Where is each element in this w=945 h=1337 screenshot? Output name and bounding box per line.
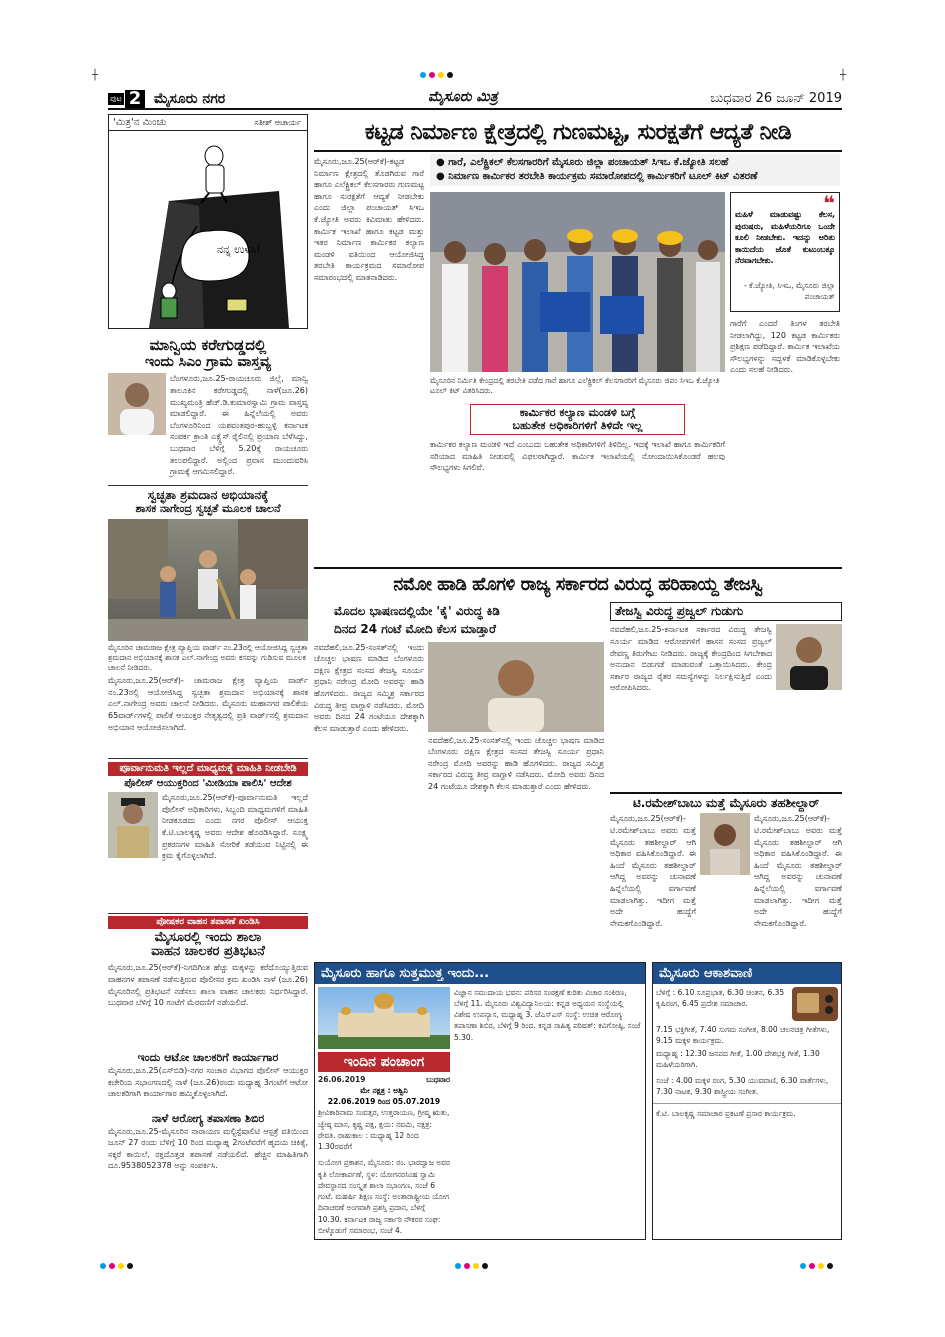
quote-text: ಮಹಿಳೆ ಮಾಡುವಷ್ಟು ಕೆಲಸ, ಪುರುಷರು, ಮಹಿಳೆಯರಿಗೂ ಒಂದೇ ಕೂಲಿ ನೀಡಬೇಕು. ಇದನ್ನು ಅರಿತು ಕಾಯಿದೆಯ ಜೊತೆ ಕುಟುಂಬಕ್ಕೂ ನೆರವಾಗಬೇಕು.	[735, 210, 835, 266]
story-headline: ಇಂದು ಆಟೋ ಚಾಲಕರಿಗೆ ಕಾರ್ಯಾಗಾರ	[137, 1051, 279, 1065]
quote-attribution: - ಕೆ.ಜ್ಯೋತಿ, ಸಿಇಒ, ಮೈಸೂರು ಜಿಲ್ಲಾ ಪಂಚಾಯತ್	[743, 281, 835, 301]
quote-mark-icon: ❝	[823, 191, 835, 215]
palace-illustration	[318, 987, 450, 1049]
cartoon-header	[109, 115, 307, 131]
toolkit-distribution-illustration	[430, 192, 725, 372]
tejasvi-section	[314, 602, 842, 962]
panchanga-day: ಬುಧವಾರ	[426, 1074, 450, 1084]
color-registration-dots	[100, 1263, 133, 1269]
story-health-camp	[108, 1113, 308, 1174]
pull-quote	[730, 192, 840, 312]
palace-photo	[318, 987, 450, 1049]
tahsildar-photo	[700, 813, 750, 875]
tejasvi-photo	[428, 642, 604, 732]
person-icon	[108, 373, 166, 435]
lead-photo-caption: ಮೈಸೂರಿನ ನಿರ್ಮಿತಿ ಕೇಂದ್ರದಲ್ಲಿ ತರಬೇತಿ ಪಡೆದ ಗಾರೆ ಹಾಗೂ ಎಲೆಕ್ಟ್ರಿಕಲ್ ಕೆಲಸಗಾರರಿಗೆ ಮೈಸೂರು ಜಿಪಂ ಸಿಇಒ ಕೆ.ಜ್ಯೋತಿ ಟೂಲ್ ಕಿಟ್ ವಿತರಿಸಿದರು.	[430, 376, 720, 396]
radio-box-title: ಮೈಸೂರು ಆಕಾಶವಾಣಿ	[653, 963, 841, 984]
cartoon-bubble-text: ನನ್ನ ಉಳಿಸಿ!	[217, 243, 261, 256]
section-name: ಮೈಸೂರು ನಗರ	[154, 91, 226, 107]
bottom-boxes	[314, 962, 842, 1240]
commissioner-photo	[108, 792, 158, 858]
registration-mark: ┼	[92, 70, 101, 81]
photo-caption: ಮೈಸೂರಿನ ಚಾಮರಾಜ ಕ್ಷೇತ್ರ ವ್ಯಾಪ್ತಿಯ ವಾರ್ಡ್ ನಂ.23ರಲ್ಲಿ ಆಯೋಜಿಸಿದ್ದ ಸ್ವಚ್ಛತಾ ಶ್ರಮದಾನ ಅಭಿಯಾನಕ್ಕೆ ಶಾಸಕ ಎಲ್.ನಾಗೇಂದ್ರ ಅವರು ಕಸವನ್ನು ಗುಡಿಸುವ ಮೂಲಕ ಚಾಲನೆ ನೀಡಿದರು.	[108, 642, 308, 673]
page-number: 2	[125, 90, 146, 108]
page-label: ಪುಟ	[110, 94, 122, 103]
lead-subhead-1: ● ಗಾರೆ, ಎಲೆಕ್ಟ್ರಿಕಲ್ ಕೆಲಸಗಾರರಿಗೆ ಮೈಸೂರು ಜಿಲ್ಲಾ ಪಂಚಾಯತ್ ಸಿಇಒ ಕೆ.ಜ್ಯೋತಿ ಸಲಹೆ	[436, 156, 834, 170]
story-headline: ನಾಳೆ ಆರೋಗ್ಯ ತಪಾಸಣಾ ಶಿಬಿರ	[151, 1112, 265, 1126]
story-auto-workshop	[108, 1052, 308, 1111]
story-body-continued: ಮೈಸೂರು,ಜೂ.25(ಆರ್‌ಕೆ)- ಟಿ.ರಮೇಶ್‌ಬಾಬು ಅವರು ಮತ್ತೆ ಮೈಸೂರು ತಹಶೀಲ್ದಾರ್ ಆಗಿ ಅಧಿಕಾರ ವಹಿಸಿಕೊಂಡಿದ್ದಾರೆ. ಈ ಹಿಂದೆ ಮೈಸೂರು ತಹಶೀಲ್ದಾರ್ ಆಗಿದ್ದ ಅವರನ್ನು ಚುನಾವಣೆ ಹಿನ್ನೆಲೆಯಲ್ಲಿ ವರ್ಗಾವಣೆ ಮಾಡಲಾಗಿತ್ತು. ಇದೀಗ ಮತ್ತೆ ಅದೇ ಹುದ್ದೆಗೆ ನೇಮಕಗೊಂಡಿದ್ದಾರೆ.	[754, 814, 842, 928]
panchanga-nakshatra: ಮೇ ನಕ್ಷತ್ರ : ಅಶ್ವಿನಿ	[360, 1085, 408, 1095]
panchanga-date: 26.06.2019	[318, 1074, 366, 1084]
story-kicker: ಪೂರ್ವಾನುಮತಿ ಇಲ್ಲದೆ ಮಾಧ್ಯಮಕ್ಕೆ ಮಾಹಿತಿ ನೀಡಬೇಡಿ	[108, 762, 308, 776]
lead-subhead-2: ● ನಿರ್ಮಾಣ ಕಾರ್ಮಿಕರ ತರಬೇತಿ ಕಾರ್ಯಕ್ರಮ ಸಮಾರೋಪದಲ್ಲಿ ಕಾರ್ಮಿಕರಿಗೆ ಟೂಲ್ ಕಿಟ್ ವಿತರಣೆ	[436, 170, 834, 184]
story-headline: ಸ್ವಚ್ಛತಾ ಶ್ರಮದಾನ ಅಭಿಯಾನಕ್ಕೆ	[147, 488, 269, 503]
today-box	[314, 962, 646, 1240]
cartoon-panel	[108, 114, 308, 329]
person-icon	[776, 624, 842, 690]
story-body: ಮೈಸೂರು,ಜೂ.25(ಎಸ್‌ಬಿಡಿ)-ನಗರ ಸಂಚಾರ ವಿಭಾಗದ ಪೊಲೀಸ್ ಆಯುಕ್ತರ ಕಚೇರಿಯ ಸಭಾಂಗಣದಲ್ಲಿ ನಾಳೆ (ಜೂ.26)ರಂದು ಮಧ್ಯಾಹ್ನ 3ಗಂಟೆಗೆ ಆಟೋ ಚಾಲಕರಿಗಾಗಿ ಕಾರ್ಯಾಗಾರ ಹಮ್ಮಿಕೊಳ್ಳಲಾಗಿದೆ.	[108, 1066, 308, 1099]
radio-item: ಮಧ್ಯಾಹ್ನ : 12.30 ಜನಪದ ಗೀತೆ, 1.00 ದೇಶಭಕ್ತಿ ಗೀತೆ, 1.30 ಮಹಿಳೆಯರಿಗಾಗಿ.	[656, 1049, 820, 1070]
lead-body: ಮೈಸೂರು,ಜೂ.25(ಆರ್‌ಕೆ)-ಕಟ್ಟಡ ನಿರ್ಮಾಣ ಕ್ಷೇತ್ರದಲ್ಲಿ ತೊಡಗಿರುವ ಗಾರೆ ಹಾಗೂ ಎಲೆಕ್ಟ್ರಿಕಲ್ ಕೆಲಸಗಾರರು ಗುಣಮಟ್ಟ ಹಾಗೂ ಸುರಕ್ಷತೆಗೆ ಆದ್ಯತೆ ನೀಡಬೇಕು ಎಂದು ಜಿಲ್ಲಾ ಪಂಚಾಯತ್ ಸಿಇಒ ಕೆ.ಜ್ಯೋತಿ ಅವರು ಕಿವಿಮಾತು ಹೇಳಿದರು. ಕಾರ್ಮಿಕ ಇಲಾಖೆ ಹಾಗೂ ಕಟ್ಟಡ ಮತ್ತು ಇತರ ನಿರ್ಮಾಣ ಕಾರ್ಮಿಕರ ಕಲ್ಯಾಣ ಮಂಡಳಿ ವತಿಯಿಂದ ಆಯೋಜಿಸಿದ್ದ ತರಬೇತಿ ಕಾರ್ಯಕ್ರಮದ ಸಮಾರೋಪ ಸಮಾರಂಭದಲ್ಲಿ ಮಾತನಾಡಿದರು.	[314, 157, 424, 282]
right-area	[314, 114, 842, 1240]
radio-footer: ಕೆ.ಟಿ. ಬಾಲಕೃಷ್ಣ ಸಮಾಚಾರ ಪ್ರಕಟಣೆ ಪ್ರಸಾರ ಕಾರ್ಯಕ್ರಮ.	[653, 1103, 841, 1123]
story-body: ಮೈಸೂರು,ಜೂ.25(ಆರ್‌ಕೆ)-ಪೂರ್ವಾನುಮತಿ ಇಲ್ಲದೆ ಪೊಲೀಸ್ ಅಧಿಕಾರಿಗಳು, ಸಿಬ್ಬಂದಿ ಮಾಧ್ಯಮಗಳಿಗೆ ಮಾಹಿತಿ ನೀಡಕೂಡದು ಎಂದು ನಗರ ಪೊಲೀಸ್ ಆಯುಕ್ತ ಕೆ.ಟಿ.ಬಾಲಕೃಷ್ಣ ಅವರು ಆದೇಶ ಹೊರಡಿಸಿದ್ದಾರೆ. ಸೂಕ್ಷ್ಮ ಪ್ರಕರಣಗಳ ಮಾಹಿತಿ ಸೋರಿಕೆ ತಡೆಯುವ ನಿಟ್ಟಿನಲ್ಲಿ ಈ ಕ್ರಮ ಕೈಗೊಳ್ಳಲಾಗಿದೆ.	[162, 793, 308, 861]
lead-subheads	[430, 154, 840, 186]
prajwal-photo	[776, 624, 842, 690]
tahsildar-story	[610, 792, 842, 940]
story-headline: ವಾಹನ ಚಾಲಕರ ಪ್ರತಿಭಟನೆ	[151, 944, 265, 960]
person-icon	[700, 813, 750, 875]
person-icon	[108, 792, 158, 858]
color-registration-dots	[800, 1263, 833, 1269]
lead-headline: ಕಟ್ಟಡ ನಿರ್ಮಾಣ ಕ್ಷೇತ್ರದಲ್ಲಿ ಗುಣಮಟ್ಟ, ಸುರಕ್ಷತೆಗೆ ಆದ್ಯತೆ ನೀಡಿ	[314, 114, 842, 152]
story-body: ನವದೆಹಲಿ,ಜೂ.25-ಕರ್ನಾಟಕ ಸರ್ಕಾರದ ವಿರುದ್ಧ ತೇಜಸ್ವಿ ಸೂರ್ಯ ಮಾಡಿದ ಆರೋಪಗಳಿಗೆ ಹಾಸನ ಸಂಸದ ಪ್ರಜ್ವಲ್ ರೇವಣ್ಣ ತಿರುಗೇಟು ನೀಡಿದರು. ರಾಜ್ಯಕ್ಕೆ ಕೇಂದ್ರದಿಂದ ಸಿಗಬೇಕಾದ ಅನುದಾನ ಬಿಡುಗಡೆ ಮಾಡುವಂತೆ ಒತ್ತಾಯಿಸಿದರು. ಕೇಂದ್ರ ಸರ್ಕಾರ ರಾಜ್ಯದ ರೈತರ ಸಮಸ್ಯೆಗಳನ್ನು ನಿರ್ಲಕ್ಷಿಸುತ್ತಿದೆ ಎಂದು ಆರೋಪಿಸಿದರು.	[610, 625, 772, 693]
tejasvi-subhead-2: ದಿನದ 24 ಗಂಟೆ ಮೋದಿ ಕೆಲಸ ಮಾಡ್ತಾರೆ	[334, 621, 496, 636]
story-headline: ತೇಜಸ್ವಿ ವಿರುದ್ಧ ಪ್ರಜ್ವಲ್ ಗುಡುಗು	[615, 603, 744, 618]
story-swachhata	[108, 489, 308, 755]
prajwal-story	[610, 602, 842, 805]
paper-name: ಮೈಸೂರು ಮಿತ್ರ	[428, 89, 498, 105]
story-headline: ಮಾನ್ವಿಯ ಕರೇಗುಡ್ಡದಲ್ಲಿ	[149, 336, 267, 354]
cartoon-title: 'ಮಿತ್ರ'ನ ಮಿಂಚು	[113, 117, 167, 128]
story-body-continued: ನವದೆಹಲಿ,ಜೂ.25-ಸಂಸತ್‌ನಲ್ಲಿ ಇಂದು ಚೊಚ್ಚಲ ಭಾಷಣ ಮಾಡಿದ ಬೆಂಗಳೂರು ದಕ್ಷಿಣ ಕ್ಷೇತ್ರದ ಸಂಸದ ತೇಜಸ್ವಿ ಸೂರ್ಯ ಪ್ರಧಾನಿ ನರೇಂದ್ರ ಮೋದಿ ಅವರನ್ನು ಹಾಡಿ ಹೊಗಳಿದರು. ರಾಜ್ಯದ ಸಮ್ಮಿಶ್ರ ಸರ್ಕಾರದ ವಿರುದ್ಧ ತೀವ್ರ ವಾಗ್ದಾಳಿ ನಡೆಸಿದರು. ಮೋದಿ ಅವರು ದಿನದ 24 ಗಂಟೆಯೂ ದೇಶಕ್ಕಾಗಿ ಕೆಲಸ ಮಾಡುತ್ತಾರೆ ಎಂದು ಹೇಳಿದರು.	[428, 735, 604, 792]
left-column	[108, 114, 308, 1174]
story-headline: ಬಹುತೇಕ ಅಧಿಕಾರಿಗಳಿಗೆ ತಿಳಿದೇ ಇಲ್ಲ	[512, 418, 643, 432]
masthead	[108, 88, 842, 110]
story-headline: ಕಾರ್ಮಿಕರ ಕಲ್ಯಾಣ ಮಂಡಳಿ ಬಗ್ಗೆ	[519, 406, 636, 419]
issue-date: ಬುಧವಾರ 26 ಜೂನ್ 2019	[710, 91, 842, 106]
today-box-title: ಮೈಸೂರು ಹಾಗೂ ಸುತ್ತಮುತ್ತ ಇಂದು...	[315, 963, 645, 984]
person-icon	[428, 642, 604, 732]
lead-photo	[430, 192, 725, 372]
story-body: ಮೈಸೂರು,ಜೂ.25(ಆರ್‌ಕೆ)-ನಿಗದಿಗಿಂತ ಹೆಚ್ಚು ಮಕ್ಕಳನ್ನು ಕರೆದೊಯ್ಯುತ್ತಿರುವ ವಾಹನಗಳ ತಪಾಸಣೆ ನಡೆಸುತ್ತಿರುವ ಪೊಲೀಸರ ಕ್ರಮ ಖಂಡಿಸಿ ನಾಳೆ (ಜೂ.26) ಮೈಸೂರಿನಲ್ಲಿ ಪ್ರತಿಭಟನೆ ನಡೆಸಲು ಶಾಲಾ ವಾಹನ ಚಾಲಕರು ನಿರ್ಧರಿಸಿದ್ದಾರೆ. ಬುಧವಾರ ಬೆಳಿಗ್ಗೆ 10 ಗಂಟೆಗೆ ಮೆರವಣಿಗೆ ನಡೆಯಲಿದೆ.	[108, 963, 308, 1008]
color-registration-dots	[455, 1263, 488, 1269]
panchanga-text: ಶ್ರೀವಿಕಾರಿನಾಮ ಸಂವತ್ಸರ, ಉತ್ತರಾಯಣ, ಗ್ರೀಷ್ಮ ಋತು, ಜ್ಯೇಷ್ಠ ಮಾಸ, ಕೃಷ್ಣ ಪಕ್ಷ, ಕ್ಷಯ: ನವಮಿ, ನಕ್ಷತ್ರ: ರೇವತಿ. ರಾಹುಕಾಲ : ಮಧ್ಯಾಹ್ನ 12 ರಿಂದ 1.30ರವರೆಗೆ	[318, 1108, 450, 1152]
events-list: ಸುಯೋಗ ಪ್ರಕಾಶನ, ಮೈಸೂರು: ರಂ. ಭಾರದ್ವಾಜ ಅವರ ಕೃತಿ ಲೋಕಾರ್ಪಣೆ, ಸ್ಥಳ: ಯೋಗನರಸಿಂಹ ಸ್ವಾಮಿ ದೇವಸ್ಥಾನದ ಸಂಸ್ಕೃತ ಶಾಲಾ ಸಭಾಂಗಣ, ಸಂಜೆ 6 ಗಂಟೆ. ಮಹರ್ಷಿ ಶಿಕ್ಷಣ ಸಂಸ್ಥೆ: ಅಂತಾರಾಷ್ಟ್ರೀಯ ಯೋಗ ದಿನಾಚರಣೆ ಅಂಗವಾಗಿ ಪ್ರಶಸ್ತಿ ಪ್ರದಾನ, ಬೆಳಿಗ್ಗೆ 10.30. ಕರ್ನಾಟಕ ರಾಜ್ಯ ಸರ್ಕಾರಿ ನೌಕರರ ಸಂಘ: ಬೀಳ್ಕೊಡುಗೆ ಸಮಾರಂಭ, ಸಂಜೆ 4.	[318, 1158, 451, 1235]
story-body: ಕಾರ್ಮಿಕರ ಕಲ್ಯಾಣ ಮಂಡಳಿ ಇದೆ ಎಂಬುದು ಬಹುತೇಕ ಅಧಿಕಾರಿಗಳಿಗೆ ತಿಳಿದಿಲ್ಲ. ಇದಕ್ಕೆ ಇಲಾಖೆ ಹಾಗೂ ಕಾರ್ಮಿಕರಿಗೆ ಸರಿಯಾದ ಮಾಹಿತಿ ನೀಡುವಲ್ಲಿ ವಿಫಲರಾಗಿದ್ದಾರೆ. ಕಾರ್ಮಿಕ ಇಲಾಖೆಯಲ್ಲಿ ನೋಂದಾಯಿಸಿಕೊಂಡರೆ ಹಲವು ಸೌಲಭ್ಯಗಳು ಸಿಗಲಿವೆ.	[430, 440, 725, 473]
radio-item: ಸಂಜೆ : 4.00 ಮಕ್ಕಳ ರಂಗ, 5.30 ಯುವವಾಣಿ, 6.30 ವಾರ್ತೆಗಳು, 7.30 ನಾಟಕ, 9.30 ಶಾಸ್ತ್ರೀಯ ಸಂಗೀತ.	[656, 1075, 829, 1096]
panchanga-title: ಇಂದಿನ ಪಂಚಾಂಗ	[318, 1052, 450, 1072]
radio-item: 7.15 ಭಕ್ತಿಗೀತೆ, 7.40 ಸುಗಮ ಸಂಗೀತ, 8.00 ಚಲನಚಿತ್ರ ಗೀತೆಗಳು, 9.15 ಮಕ್ಕಳ ಕಾರ್ಯಕ್ರಮ.	[656, 1024, 830, 1045]
radio-item: ಬೆಳಿಗ್ಗೆ : 6.10 ಸೂಪ್ರಭಾತ, 6.30 ಚಿಂತನ, 6.35 ಕೃಷಿರಂಗ, 6.45 ಪ್ರದೇಶ ಸಮಾಚಾರ.	[656, 987, 785, 1008]
registration-mark: ┼	[840, 70, 849, 81]
cartoon-illustration	[109, 131, 307, 328]
lead-story	[314, 152, 842, 567]
panchanga-range: 22.06.2019 ರಿಂದ 05.07.2019	[327, 1097, 441, 1107]
story-headline: ಮೈಸೂರಲ್ಲಿ ಇಂದು ಶಾಲಾ	[154, 929, 262, 945]
newspaper-page	[108, 88, 842, 1258]
radio-icon	[792, 987, 838, 1021]
story-headline: ಶಾಸಕ ನಾಗೇಂದ್ರ ಸ್ವಚ್ಛತೆ ಮೂಲಕ ಚಾಲನೆ	[135, 502, 281, 516]
story-kicker: ಪೋಷಕರ ವಾಹನ ತಪಾಸಣೆ ಖಂಡಿಸಿ	[108, 916, 308, 928]
tejasvi-headline: ನಮೋ ಹಾಡಿ ಹೊಗಳಿ ರಾಜ್ಯ ಸರ್ಕಾರದ ವಿರುದ್ಧ ಹರಿಹಾಯ್ದ ತೇಜಸ್ವಿ	[393, 574, 763, 595]
cartoon-credit: ಸತೀಶ್ ಆಚಾರ್ಯ	[254, 118, 301, 127]
cleaning-drive-illustration	[108, 519, 308, 641]
tejasvi-story	[314, 602, 604, 960]
page-number-badge	[108, 90, 145, 108]
radio-box	[652, 962, 842, 1240]
tejasvi-subhead-1: ಮೊದಲ ಭಾಷಣದಲ್ಲಿಯೇ 'ಕೈ' ವಿರುದ್ಧ ಕಿಡಿ	[334, 603, 500, 618]
lead-body-continued: ಗಾರೆಗೆ ಎಂದರೆ ತಿಂಗಳ ತರಬೇತಿ ನೀಡಲಾಗಿದ್ದು, 120 ಕಟ್ಟಡ ಕಾರ್ಮಿಕರು ಪ್ರಶಿಕ್ಷಣ ಪಡೆದಿದ್ದಾರೆ. ಕಾರ್ಮಿಕ ಇಲಾಖೆಯ ಸೌಲಭ್ಯಗಳನ್ನು ಸದ್ಬಳಕೆ ಮಾಡಿಕೊಳ್ಳಬೇಕು ಎಂದು ಸಲಹೆ ನೀಡಿದರು.	[730, 319, 840, 375]
story-cm-village	[108, 337, 308, 481]
story-school-van	[108, 916, 308, 1050]
story-body: ಮೈಸೂರು,ಜೂ.25-ಮೈಸೂರಿನ ನಾರಾಯಣ ಮಲ್ಟಿಸ್ಪೆಷಾಲಿಟಿ ಆಸ್ಪತ್ರೆ ವತಿಯಿಂದ ಜೂನ್ 27 ರಂದು ಬೆಳಿಗ್ಗೆ 10 ರಿಂದ ಮಧ್ಯಾಹ್ನ 2ಗಂಟೆವರೆಗೆ ಹೃದಯ ಚಿಕಿತ್ಸೆ, ಸಕ್ಕರೆ ಕಾಯಿಲೆ, ರಕ್ತದೊತ್ತಡ ತಪಾಸಣೆ ನಡೆಯಲಿದೆ. ಹೆಚ್ಚಿನ ಮಾಹಿತಿಗಾಗಿ ದೂ.9538052378 ಅನ್ನು ಸಂಪರ್ಕಿಸಿ.	[108, 1126, 308, 1171]
events-list: ವಿಜ್ಞಾನ ಸಮುದಾಯ ಭವನ: ಪರಿಸರ ಸಂರಕ್ಷಣೆ ಕುರಿತು ವಿಚಾರ ಸಂಕಿರಣ, ಬೆಳಿಗ್ಗೆ 11. ಮೈಸೂರು ವಿಶ್ವವಿದ್ಯಾನಿಲಯ: ಕನ್ನಡ ಅಧ್ಯಯನ ಸಂಸ್ಥೆಯಲ್ಲಿ ವಿಶೇಷ ಉಪನ್ಯಾಸ, ಮಧ್ಯಾಹ್ನ 3. ಜೆಎಸ್‌ಎಸ್ ಸಂಸ್ಥೆ: ಉಚಿತ ಆರೋಗ್ಯ ತಪಾಸಣಾ ಶಿಬಿರ, ಬೆಳಿಗ್ಗೆ 9 ರಿಂದ. ಕನ್ನಡ ಸಾಹಿತ್ಯ ಪರಿಷತ್: ಕವಿಗೋಷ್ಠಿ, ಸಂಜೆ 5.30.	[454, 987, 641, 1042]
story-media-policy	[108, 762, 308, 910]
story-welfare-board	[430, 404, 725, 564]
story-body: ನವದೆಹಲಿ,ಜೂ.25-ಸಂಸತ್‌ನಲ್ಲಿ ಇಂದು ಚೊಚ್ಚಲ ಭಾಷಣ ಮಾಡಿದ ಬೆಂಗಳೂರು ದಕ್ಷಿಣ ಕ್ಷೇತ್ರದ ಸಂಸದ ತೇಜಸ್ವಿ ಸೂರ್ಯ ಪ್ರಧಾನಿ ನರೇಂದ್ರ ಮೋದಿ ಅವರನ್ನು ಹಾಡಿ ಹೊಗಳಿದರು. ರಾಜ್ಯದ ಸಮ್ಮಿಶ್ರ ಸರ್ಕಾರದ ವಿರುದ್ಧ ತೀವ್ರ ವಾಗ್ದಾಳಿ ನಡೆಸಿದರು. ಮೋದಿ ಅವರು ದಿನದ 24 ಗಂಟೆಯೂ ದೇಶಕ್ಕಾಗಿ ಕೆಲಸ ಮಾಡುತ್ತಾರೆ ಎಂದು ಹೇಳಿದರು.	[314, 642, 424, 733]
color-registration-dots	[420, 72, 453, 78]
story-headline: ಇಂದು ಸಿಎಂ ಗ್ರಾಮ ವಾಸ್ತವ್ಯ	[145, 354, 271, 371]
cm-photo	[108, 373, 166, 435]
story-body: ಮೈಸೂರು,ಜೂ.25(ಆರ್‌ಕೆ)- ಚಾಮರಾಜ ಕ್ಷೇತ್ರ ವ್ಯಾಪ್ತಿಯ ವಾರ್ಡ್ ನಂ.23ರಲ್ಲಿ ಆಯೋಜಿಸಿದ್ದ ಸ್ವಚ್ಛತಾ ಶ್ರಮದಾನ ಅಭಿಯಾನಕ್ಕೆ ಶಾಸಕ ಎಲ್.ನಾಗೇಂದ್ರ ಅವರು ಚಾಲನೆ ನೀಡಿದರು. ಮೈಸೂರು ಮಹಾನಗರ ಪಾಲಿಕೆಯ 65ವಾರ್ಡ್‌ಗಳಲ್ಲಿ ಪಾಲಿಕೆ ಆಯುಕ್ತರ ನೇತೃತ್ವದಲ್ಲಿ ಪ್ರತಿ ವಾರ್ಡ್‌ನಲ್ಲಿ ಶ್ರಮದಾನ ಅಭಿಯಾನ ಆಯೋಜಿಸಲಾಗಿದೆ.	[108, 676, 308, 732]
swachhata-photo	[108, 519, 308, 641]
story-subhead: ಪೊಲೀಸ್ ಆಯುಕ್ತರಿಂದ 'ಮೀಡಿಯಾ ಪಾಲಿಸಿ' ಆದೇಶ	[124, 777, 292, 789]
story-body: ಬೆಂಗಳೂರು,ಜೂ.25-ರಾಯಚೂರು ಜಿಲ್ಲೆ, ಮಾನ್ವಿ ತಾಲೂಕಿನ ಕರೇಗುಡ್ಡದಲ್ಲಿ ನಾಳೆ(ಜೂ.26) ಮುಖ್ಯಮಂತ್ರಿ ಹೆಚ್.ಡಿ.ಕುಮಾರಸ್ವಾಮಿ ಗ್ರಾಮ ವಾಸ್ತವ್ಯ ಮಾಡಲಿದ್ದಾರೆ. ಈ ಹಿನ್ನೆಲೆಯಲ್ಲಿ ಅವರು ಬೆಂಗಳೂರಿನಿಂದ ಯಶವಂತಪುರ-ಹುಬ್ಬಳ್ಳಿ ಕರ್ನಾಟಕ ಸಂಪರ್ಕ ಕ್ರಾಂತಿ ಎಕ್ಸ್ಪ್ರೆಸ್ ರೈಲಿನಲ್ಲಿ ಪ್ರಯಾಣ ಬೆಳೆಸಿದ್ದು, ಬುಧವಾರ ಬೆಳಿಗ್ಗೆ 5.20ಕ್ಕೆ ರಾಯಚೂರು ತಲುಪಲಿದ್ದಾರೆ. ಅಲ್ಲಿಂದ ಪ್ರವಾಸ ಮುಂದುವರಿಸಿ ಗ್ರಾಮಕ್ಕೆ ಆಗಮಿಸಲಿದ್ದಾರೆ.	[170, 374, 308, 477]
story-body: ಮೈಸೂರು,ಜೂ.25(ಆರ್‌ಕೆ)- ಟಿ.ರಮೇಶ್‌ಬಾಬು ಅವರು ಮತ್ತೆ ಮೈಸೂರು ತಹಶೀಲ್ದಾರ್ ಆಗಿ ಅಧಿಕಾರ ವಹಿಸಿಕೊಂಡಿದ್ದಾರೆ. ಈ ಹಿಂದೆ ಮೈಸೂರು ತಹಶೀಲ್ದಾರ್ ಆಗಿದ್ದ ಅವರನ್ನು ಚುನಾವಣೆ ಹಿನ್ನೆಲೆಯಲ್ಲಿ ವರ್ಗಾವಣೆ ಮಾಡಲಾಗಿತ್ತು. ಇದೀಗ ಮತ್ತೆ ಅದೇ ಹುದ್ದೆಗೆ ನೇಮಕಗೊಂಡಿದ್ದಾರೆ.	[610, 814, 696, 928]
story-headline: ಟಿ.ರಮೇಶ್‌ಬಾಬು ಮತ್ತೆ ಮೈಸೂರು ತಹಶೀಲ್ದಾರ್	[632, 795, 820, 810]
